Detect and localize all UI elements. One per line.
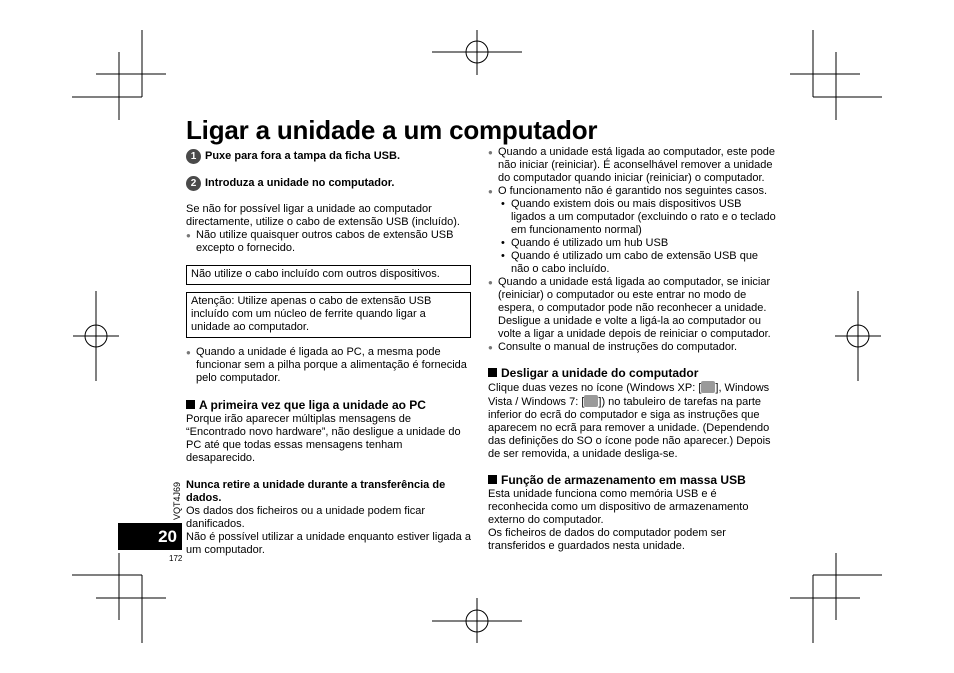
step-1 — [186, 149, 471, 164]
mass-storage-heading: Função de armazenamento em massa USB — [488, 474, 778, 487]
notice-box-cable: Não utilize o cabo incluído com outros dispositivos. — [186, 265, 471, 285]
safely-remove-vista-icon — [584, 395, 598, 407]
first-time-text: Porque irão aparecer múltiplas mensagens de “Encontrado novo hardware”, não desligue a unidade do PC até que todas essas mensagens tenham desaparecido. — [186, 413, 461, 464]
step-1-text: Puxe para fora a tampa da ficha USB. — [205, 150, 401, 162]
intro-bullet: ● Não utilize quaisquer outros cabos de extensão USB excepto o fornecido. — [186, 229, 471, 255]
sub-bullet-2: • Quando é utilizado um hub USB — [488, 237, 778, 250]
step-2-text: Introduza a unidade no computador. — [205, 177, 395, 189]
right-bullet-1: ● Quando a unidade está ligada ao computador, este pode não iniciar (reiniciar). É aconselhável remover a unidade do computador quando iniciar (reiniciar) o computador. — [488, 146, 778, 185]
right-bullet-4: ● Consulte o manual de instruções do computador. — [488, 341, 778, 354]
warning-text-2: Não é possível utilizar a unidade enquanto estiver ligada a um computador. — [186, 531, 471, 556]
step-2-number-icon: 2 — [186, 176, 201, 191]
right-bullet-2: ● O funcionamento não é garantido nos seguintes casos. — [488, 185, 778, 198]
page-title: Ligar a unidade a um computador — [186, 115, 598, 145]
step-1-number-icon: 1 — [186, 149, 201, 164]
warning-heading: Nunca retire a unidade durante a transferência de dados. — [186, 479, 446, 504]
square-bullet-icon — [488, 368, 497, 377]
sub-bullet-1: • Quando existem dois ou mais dispositivos USB ligados a um computador (excluindo o rato e o teclado em funcionamento normal) — [488, 198, 778, 237]
safely-remove-xp-icon — [701, 381, 715, 393]
left-column — [186, 149, 471, 557]
disconnect-heading: Desligar a unidade do computador — [488, 367, 778, 380]
sub-bullet-3: • Quando é utilizado um cabo de extensão USB que não o cabo incluído. — [488, 250, 778, 276]
mass-storage-text-1: Esta unidade funciona como memória USB e é reconhecida como um dispositivo de armazenamento externo do computador. — [488, 488, 749, 526]
notice-box-ferrite: Atenção: Utilize apenas o cabo de extensão USB incluído com um núcleo de ferrite quando ligar a unidade ao computador. — [186, 292, 471, 338]
sequence-number: 172 — [169, 554, 183, 563]
step-2 — [186, 176, 471, 191]
intro-text: Se não for possível ligar a unidade ao computador directamente, utilize o cabo de extensão USB (incluído). — [186, 203, 460, 228]
power-bullet: ● Quando a unidade é ligada ao PC, a mesma pode funcionar sem a pilha porque a alimentação é fornecida pelo computador. — [186, 346, 471, 385]
square-bullet-icon — [186, 400, 195, 409]
mass-storage-text-2: Os ficheiros de dados do computador podem ser transferidos e guardados nesta unidade. — [488, 527, 726, 552]
page-number: 20 — [118, 523, 182, 550]
first-time-heading: A primeira vez que liga a unidade ao PC — [186, 399, 471, 412]
square-bullet-icon — [488, 475, 497, 484]
disconnect-text: Clique duas vezes no ícone (Windows XP: [ ], Windows Vista / Windows 7: [ ]) no tabuleiro de tarefas na parte inferior do ecrã do computador e siga as instruções que aparecem no ecrã para remover a unidade. (Dependendo das definições do SO o ícone pode não aparecer.) Depois de ser removida, a unidade desliga-se. — [488, 382, 771, 460]
right-column — [488, 146, 778, 553]
warning-text-1: Os dados dos ficheiros ou a unidade podem ficar danificados. — [186, 505, 426, 530]
right-bullet-3: ● Quando a unidade está ligada ao computador, se iniciar (reiniciar) o computador ou este entrar no modo de espera, o computador pode não reconhecer a unidade. Desligue a unidade e volte a ligá-la ao computador ou volte a ligar a unidade depois de reiniciar o computador. — [488, 276, 778, 341]
model-code: VQT4J69 — [172, 481, 182, 520]
